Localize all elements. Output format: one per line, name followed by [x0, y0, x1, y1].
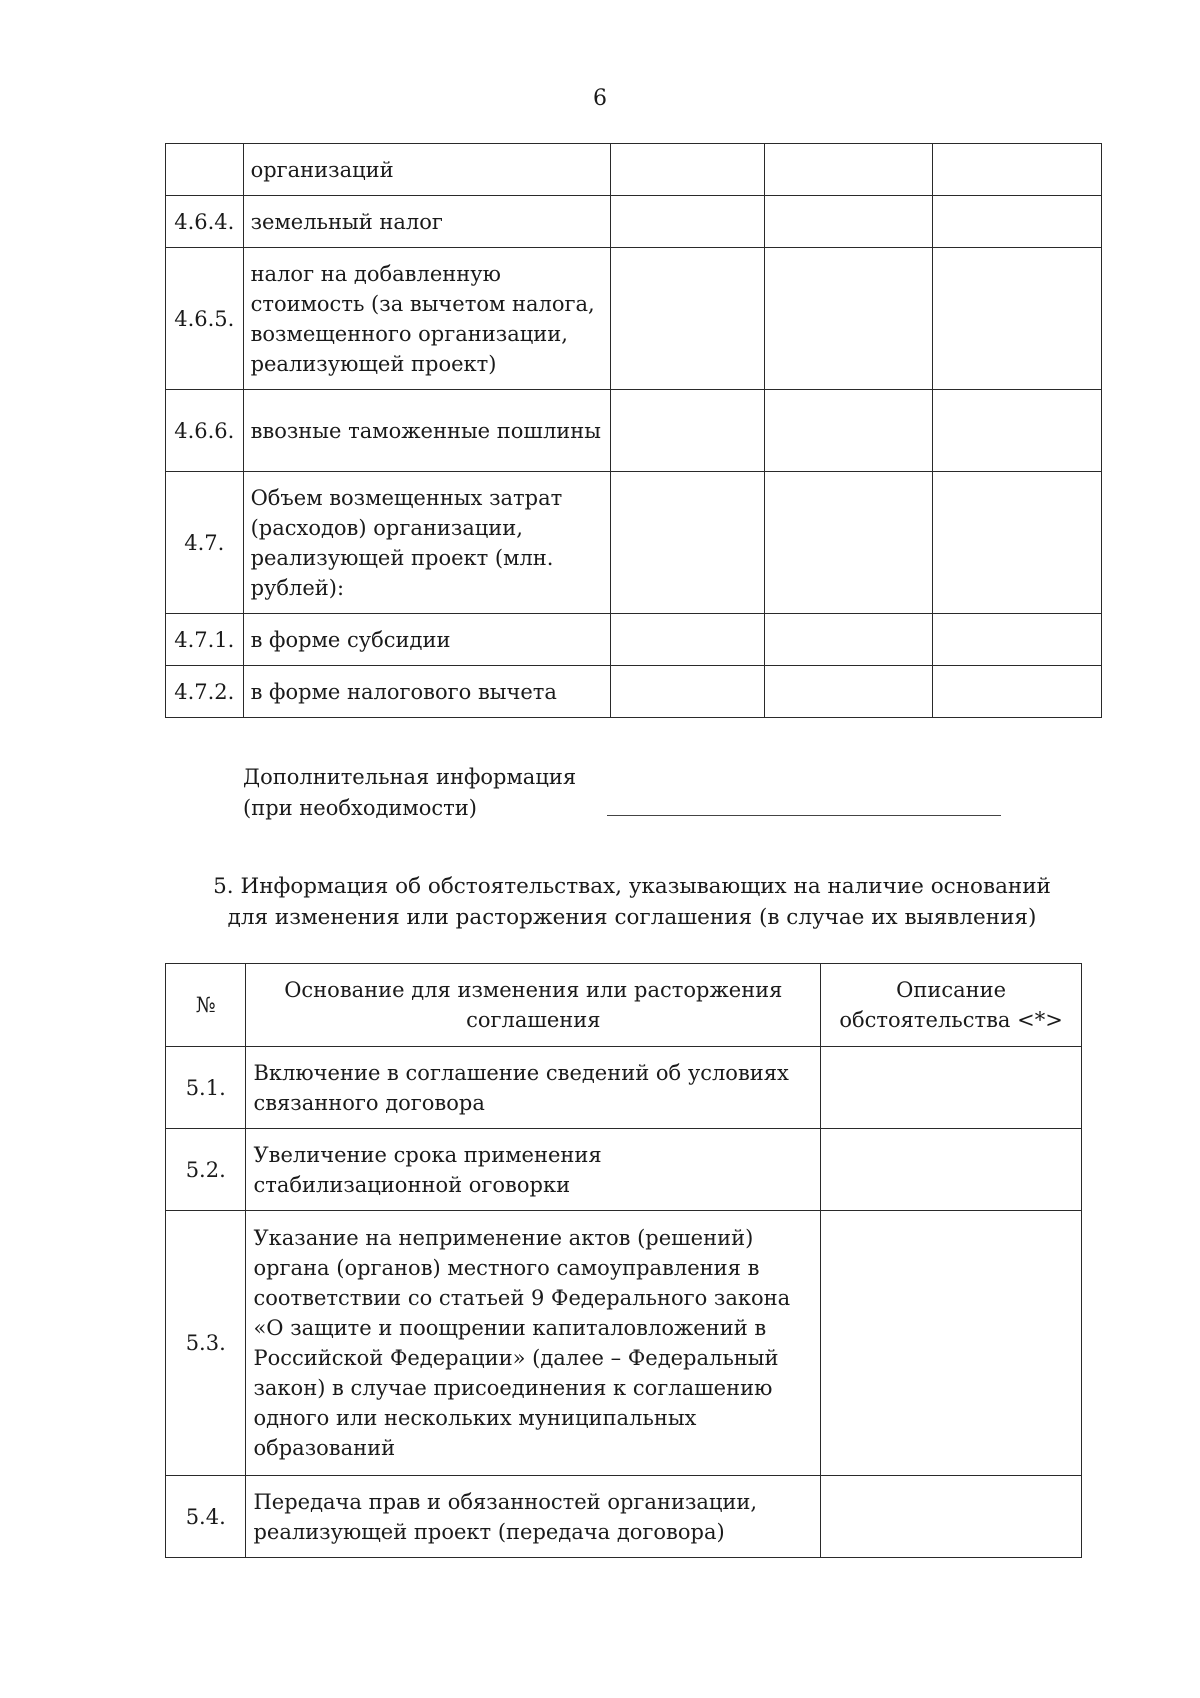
value-cell[interactable]: [610, 248, 764, 390]
table-row: [166, 1047, 1082, 1129]
table-row: [166, 1211, 1082, 1476]
section-heading-line2: для изменения или расторжения соглашения (в случае их выявления): [227, 905, 1037, 930]
value-cell[interactable]: [610, 390, 764, 472]
value-cell[interactable]: [933, 248, 1102, 390]
value-cell[interactable]: [933, 666, 1102, 718]
table-row: [166, 666, 1102, 718]
row-basis: Увеличение срока применения стабилизационной оговорки: [246, 1129, 821, 1211]
value-cell[interactable]: [610, 144, 764, 196]
row-number: 4.6.6.: [166, 390, 244, 472]
value-cell[interactable]: [933, 196, 1102, 248]
row-name: ввозные таможенные пошлины: [243, 390, 610, 472]
section-5-heading: [160, 871, 1104, 933]
row-name: земельный налог: [243, 196, 610, 248]
value-cell[interactable]: [933, 472, 1102, 614]
description-cell[interactable]: [821, 1047, 1082, 1129]
row-number: 4.7.2.: [166, 666, 244, 718]
value-cell[interactable]: [764, 144, 933, 196]
value-cell[interactable]: [933, 144, 1102, 196]
row-number: 5.3.: [166, 1211, 246, 1476]
row-number: 5.1.: [166, 1047, 246, 1129]
additional-info-line1: Дополнительная информация: [243, 765, 577, 789]
value-cell[interactable]: [610, 196, 764, 248]
section-heading-line1: 5. Информация об обстоятельствах, указывающих на наличие оснований: [213, 874, 1051, 899]
table-header-row: [166, 964, 1082, 1047]
value-cell[interactable]: [610, 472, 764, 614]
value-cell[interactable]: [610, 614, 764, 666]
row-number: 4.7.1.: [166, 614, 244, 666]
value-cell[interactable]: [764, 472, 933, 614]
value-cell[interactable]: [764, 614, 933, 666]
page-number: 6: [593, 86, 607, 111]
row-number: 4.6.5.: [166, 248, 244, 390]
value-cell[interactable]: [610, 666, 764, 718]
row-name: Объем возмещенных затрат (расходов) организации, реализующей проект (млн. рублей):: [243, 472, 610, 614]
table-row: [166, 144, 1102, 196]
table-row: [166, 472, 1102, 614]
table-row: [166, 196, 1102, 248]
table-row: [166, 614, 1102, 666]
value-cell[interactable]: [764, 248, 933, 390]
table-row: [166, 1476, 1082, 1558]
row-number: 5.2.: [166, 1129, 246, 1211]
value-cell[interactable]: [933, 390, 1102, 472]
description-cell[interactable]: [821, 1211, 1082, 1476]
row-basis: Включение в соглашение сведений об условиях связанного договора: [246, 1047, 821, 1129]
table-row: [166, 248, 1102, 390]
indicators-table: [165, 143, 1102, 718]
row-name: организаций: [243, 144, 610, 196]
description-cell[interactable]: [821, 1129, 1082, 1211]
header-basis: Основание для изменения или расторжения соглашения: [246, 964, 821, 1047]
additional-info-fill-line[interactable]: [607, 815, 1001, 816]
value-cell[interactable]: [764, 390, 933, 472]
table-row: [166, 1129, 1082, 1211]
row-number: [166, 144, 244, 196]
description-cell[interactable]: [821, 1476, 1082, 1558]
row-number: 4.7.: [166, 472, 244, 614]
value-cell[interactable]: [933, 614, 1102, 666]
additional-info-label: [243, 762, 576, 824]
header-number: №: [166, 964, 246, 1047]
row-basis: Передача прав и обязанностей организации, реализующей проект (передача договора): [246, 1476, 821, 1558]
row-name: в форме субсидии: [243, 614, 610, 666]
table-row: [166, 390, 1102, 472]
row-name: налог на добавленную стоимость (за вычетом налога, возмещенного организации, реализующей проект): [243, 248, 610, 390]
additional-info-line2: (при необходимости): [243, 796, 477, 820]
row-number: 4.6.4.: [166, 196, 244, 248]
value-cell[interactable]: [764, 666, 933, 718]
row-name: в форме налогового вычета: [243, 666, 610, 718]
row-number: 5.4.: [166, 1476, 246, 1558]
value-cell[interactable]: [764, 196, 933, 248]
header-description: Описание обстоятельства <*>: [821, 964, 1082, 1047]
row-basis: Указание на неприменение актов (решений) органа (органов) местного самоуправления в соответствии со статьей 9 Федерального закона «О защите и поощрении капиталовложений в Российской Федерации» (далее – Федеральный закон) в случае присоединения к соглашению одного или нескольких муниципальных образований: [246, 1211, 821, 1476]
circumstances-table: [165, 963, 1082, 1558]
